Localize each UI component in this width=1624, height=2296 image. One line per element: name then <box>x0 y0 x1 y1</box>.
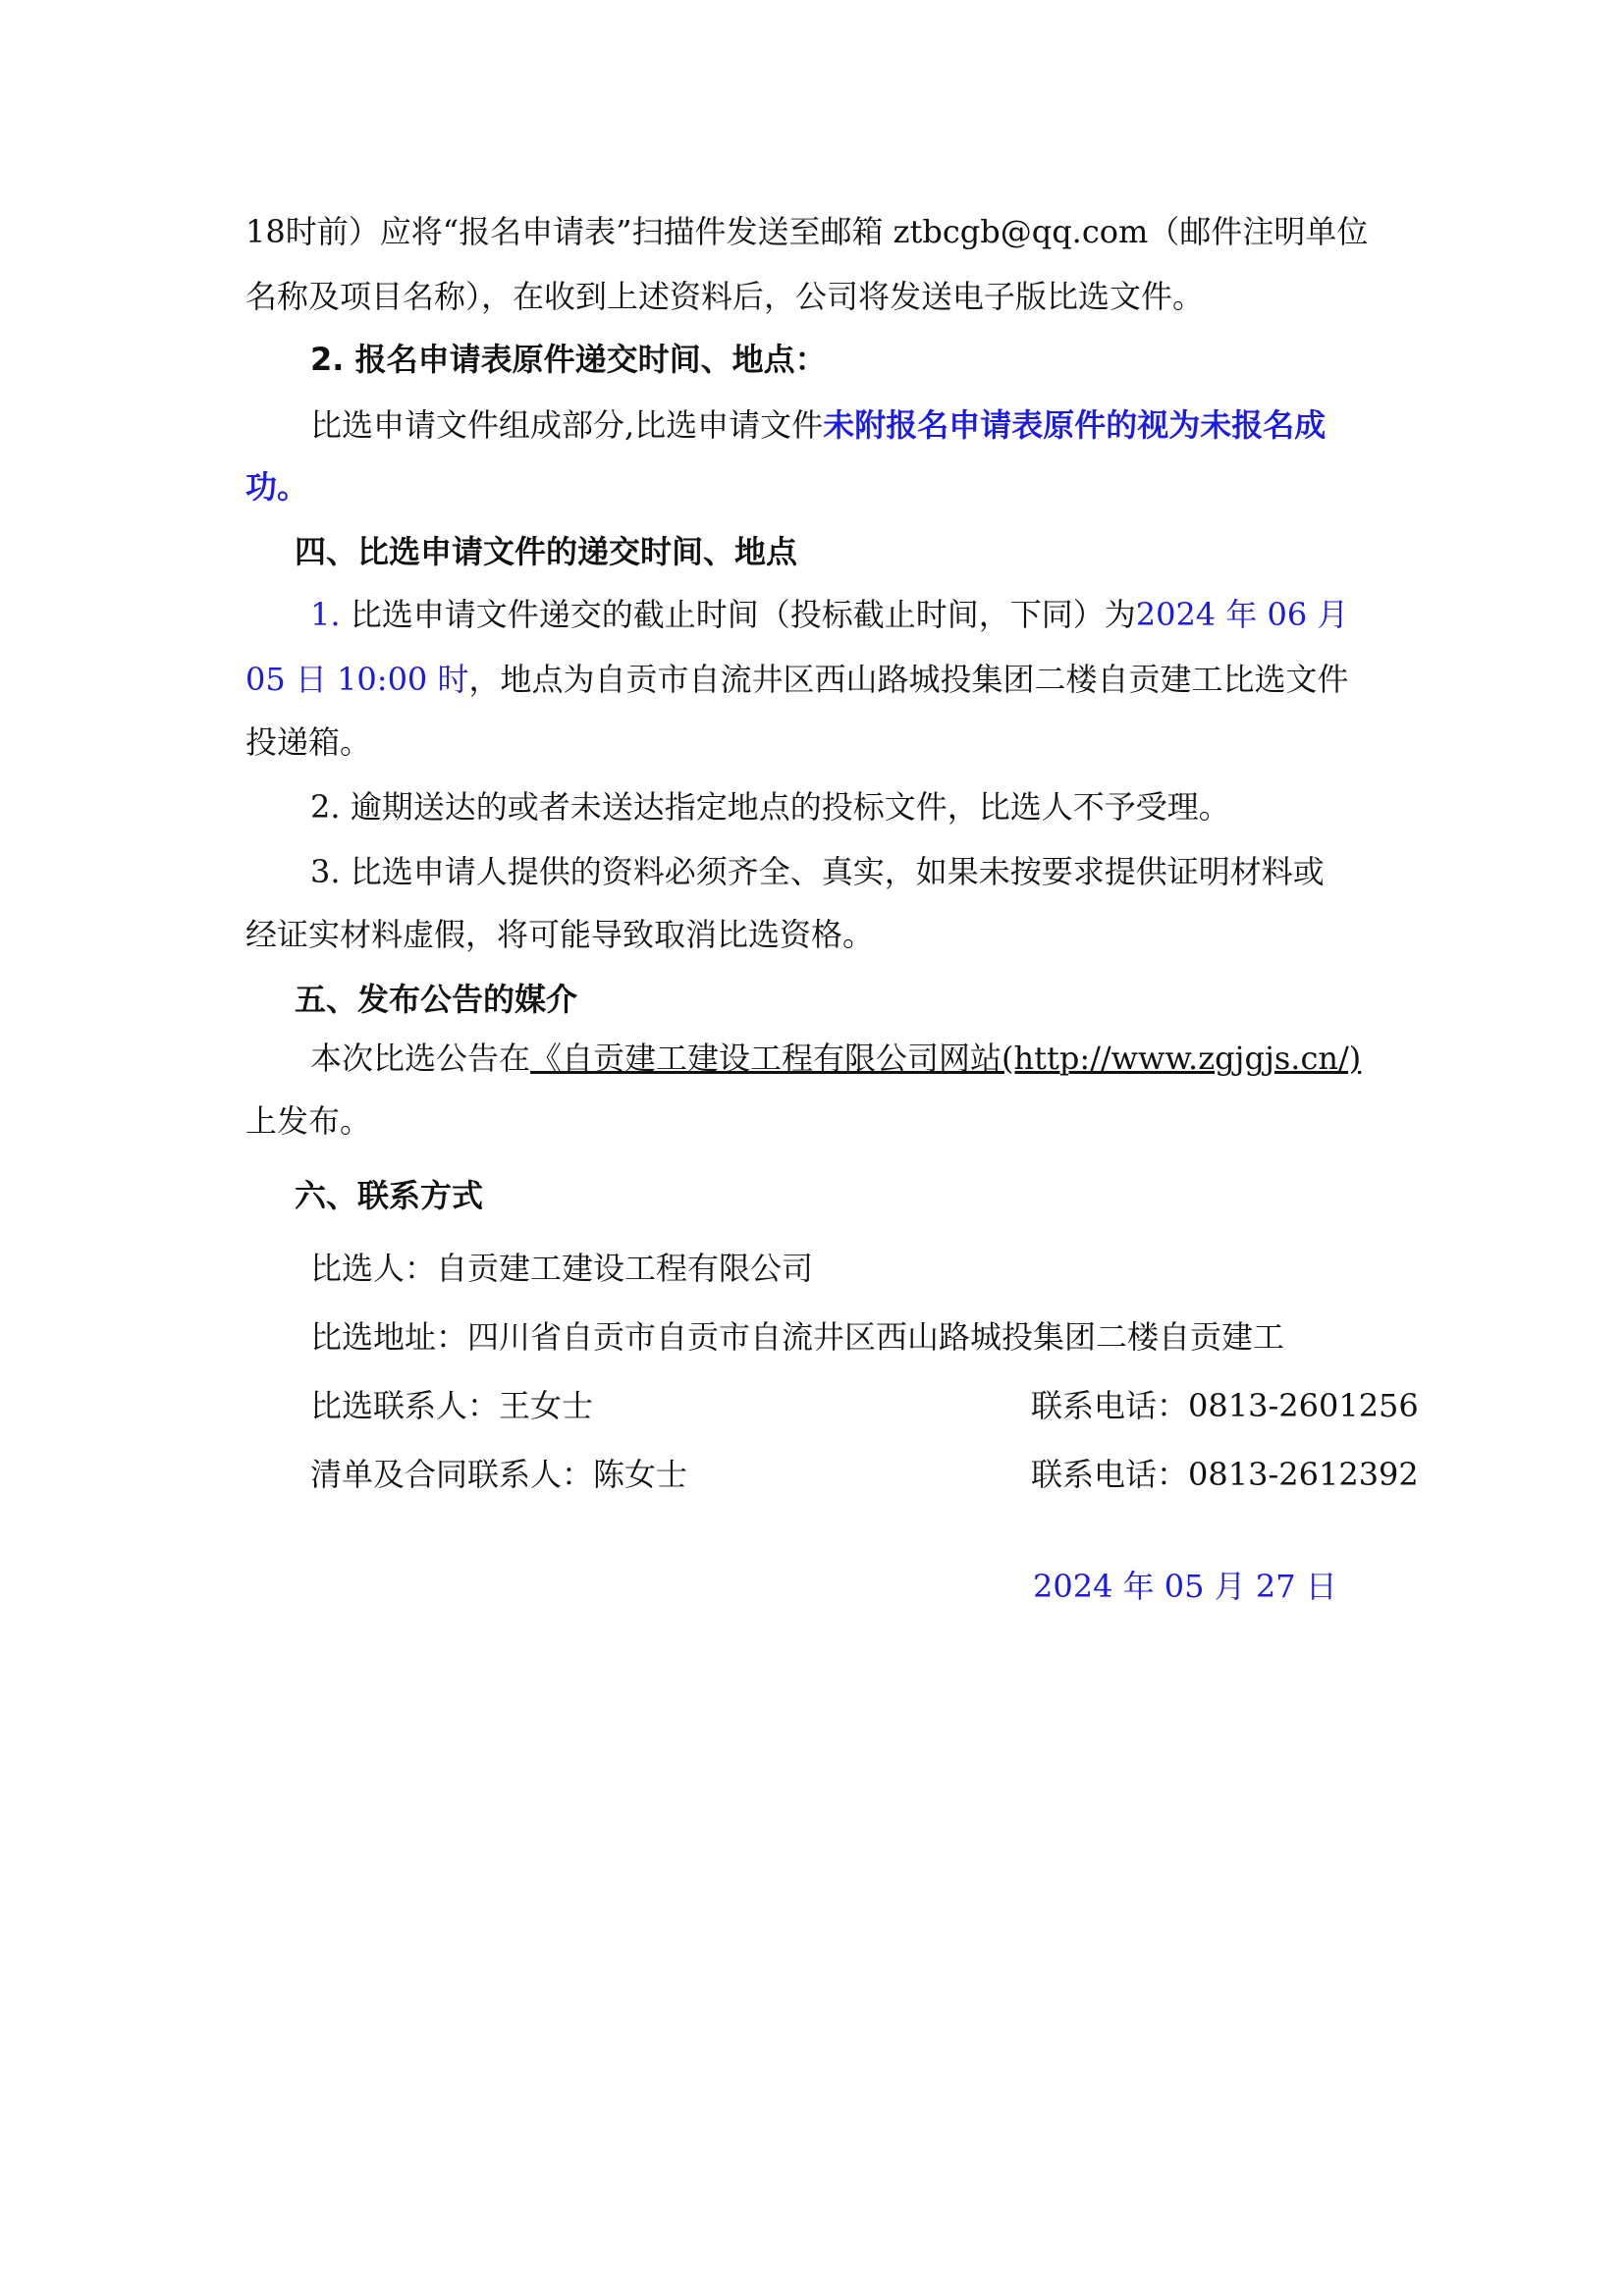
paragraph-line <box>310 595 1348 634</box>
paragraph-line <box>310 1039 1361 1078</box>
paragraph-text: 比选申请文件递交的截止时间（投标截止时间，下同）为 <box>350 596 1136 633</box>
paragraph-line: 名称及项目名称），在收到上述资料后，公司将发送电子版比选文件。 <box>245 278 1205 315</box>
contact-person: 清单及合同联系人：陈女士 <box>310 1456 688 1493</box>
bidder-name: 比选人：自贡建工建设工程有限公司 <box>310 1250 814 1287</box>
section-heading: 六、联系方式 <box>295 1177 484 1214</box>
item-2-heading: 2. 报名申请表原件递交时间、地点： <box>310 341 827 378</box>
website-link[interactable]: 《自贡建工建设工程有限公司网站(http://www.zgjgjs.cn/) <box>530 1040 1362 1077</box>
paragraph-line: 经证实材料虚假，将可能导致取消比选资格。 <box>245 916 875 953</box>
paragraph-text: 比选申请文件组成部分,比选申请文件 <box>310 406 824 444</box>
notice-date: 2024 年 05 月 27 日 <box>1033 1568 1337 1605</box>
paragraph-text: ，地点为自贡市自流井区西山路城投集团二楼自贡建工比选文件 <box>468 661 1349 698</box>
paragraph-line: 投递箱。 <box>245 723 372 761</box>
item-number: 1. <box>310 596 341 633</box>
contact-person: 比选联系人：王女士 <box>310 1387 594 1424</box>
contact-phone: 联系电话：0813-2612392 <box>1031 1456 1419 1493</box>
bidder-address: 比选地址：四川省自贡市自贡市自流井区西山路城投集团二楼自贡建工 <box>310 1318 1285 1356</box>
paragraph-line: 上发布。 <box>245 1102 372 1140</box>
section-heading: 四、比选申请文件的递交时间、地点 <box>295 533 798 570</box>
deadline-date: 2024 年 06 月 <box>1135 596 1349 633</box>
highlight-text: 未附报名申请表原件的视为未报名成 <box>823 406 1326 444</box>
deadline-date: 05 日 10:00 时 <box>245 661 469 698</box>
section-heading: 五、发布公告的媒介 <box>295 981 578 1018</box>
contact-phone: 联系电话：0813-2601256 <box>1031 1387 1419 1424</box>
paragraph-line: 3. 比选申请人提供的资料必须齐全、真实，如果未按要求提供证明材料或 <box>310 853 1325 890</box>
paragraph-line <box>245 660 1348 699</box>
paragraph-line: 2. 逾期送达的或者未送达指定地点的投标文件，比选人不予受理。 <box>310 788 1230 826</box>
paragraph-line <box>310 405 1326 445</box>
highlight-text: 功。 <box>245 468 309 506</box>
paragraph-line: 18时前）应将“报名申请表”扫描件发送至邮箱 ztbcgb@qq.com（邮件注明单位 <box>245 213 1369 250</box>
paragraph-text: 本次比选公告在 <box>310 1040 531 1077</box>
